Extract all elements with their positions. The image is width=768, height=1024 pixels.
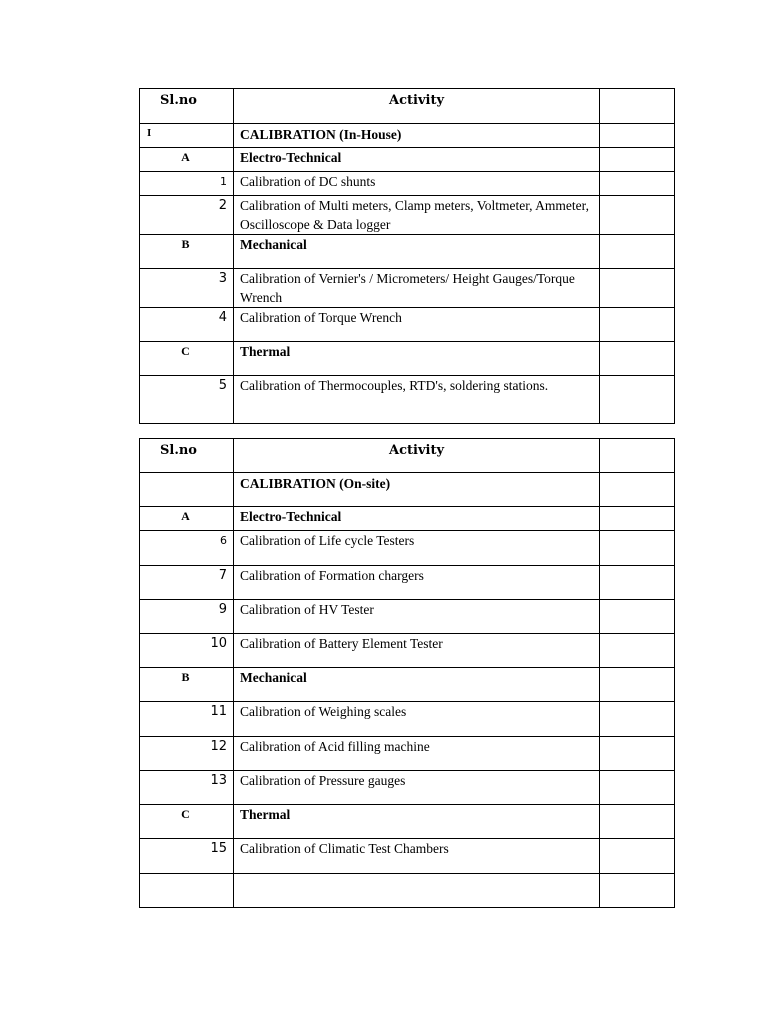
subsection-letter: A bbox=[140, 148, 234, 172]
subsection-row bbox=[140, 342, 675, 376]
empty-cell bbox=[600, 235, 675, 269]
empty-cell bbox=[600, 839, 675, 874]
subsection-row bbox=[140, 668, 675, 702]
table-row bbox=[140, 737, 675, 771]
subsection-letter: A bbox=[140, 507, 234, 531]
slno-header: Sl.no bbox=[140, 89, 234, 124]
row-number: 2 bbox=[140, 196, 234, 235]
table-row bbox=[140, 634, 675, 668]
row-number: 3 bbox=[140, 269, 234, 308]
row-number: 1 bbox=[140, 172, 234, 196]
empty-cell bbox=[600, 124, 675, 148]
empty-cell bbox=[600, 439, 675, 473]
table-row-empty bbox=[140, 874, 675, 908]
section-number-empty bbox=[140, 473, 234, 507]
subsection-row bbox=[140, 507, 675, 531]
empty-cell bbox=[600, 89, 675, 124]
empty-cell bbox=[140, 874, 234, 908]
table-row bbox=[140, 839, 675, 874]
subsection-title: Electro-Technical bbox=[234, 148, 600, 172]
subsection-title: Mechanical bbox=[234, 235, 600, 269]
table-row bbox=[140, 531, 675, 566]
empty-cell bbox=[600, 196, 675, 235]
subsection-row bbox=[140, 235, 675, 269]
subsection-title: Electro-Technical bbox=[234, 507, 600, 531]
section-title: CALIBRATION (In-House) bbox=[234, 124, 600, 148]
row-number: 13 bbox=[140, 771, 234, 805]
table-row bbox=[140, 702, 675, 737]
row-number: 7 bbox=[140, 566, 234, 600]
activity-text: Calibration of Formation chargers bbox=[234, 566, 600, 600]
calibration-in-house-table bbox=[139, 88, 675, 424]
activity-text: Calibration of Weighing scales bbox=[234, 702, 600, 737]
empty-cell bbox=[600, 771, 675, 805]
empty-cell bbox=[600, 634, 675, 668]
table-row bbox=[140, 771, 675, 805]
activity-text: Calibration of Vernier's / Micrometers/ Height Gauges/Torque Wrench bbox=[234, 269, 600, 308]
empty-cell bbox=[600, 342, 675, 376]
empty-cell bbox=[600, 600, 675, 634]
subsection-letter: C bbox=[140, 342, 234, 376]
row-number: 10 bbox=[140, 634, 234, 668]
subsection-title: Mechanical bbox=[234, 668, 600, 702]
section-row bbox=[140, 124, 675, 148]
activity-text: Calibration of Climatic Test Chambers bbox=[234, 839, 600, 874]
row-number: 12 bbox=[140, 737, 234, 771]
table-row bbox=[140, 196, 675, 235]
row-number: 6 bbox=[140, 531, 234, 566]
empty-cell bbox=[234, 874, 600, 908]
empty-cell bbox=[600, 668, 675, 702]
empty-cell bbox=[600, 308, 675, 342]
subsection-letter: B bbox=[140, 668, 234, 702]
subsection-title: Thermal bbox=[234, 805, 600, 839]
empty-cell bbox=[600, 172, 675, 196]
subsection-row bbox=[140, 805, 675, 839]
empty-cell bbox=[600, 874, 675, 908]
section-number: I bbox=[140, 124, 234, 148]
table-row bbox=[140, 376, 675, 424]
slno-header: Sl.no bbox=[140, 439, 234, 473]
activity-text: Calibration of Multi meters, Clamp meters, Voltmeter, Ammeter, Oscilloscope & Data logger bbox=[234, 196, 600, 235]
activity-text: Calibration of Battery Element Tester bbox=[234, 634, 600, 668]
table-row bbox=[140, 600, 675, 634]
empty-cell bbox=[600, 566, 675, 600]
calibration-on-site-table bbox=[139, 438, 675, 908]
row-number: 5 bbox=[140, 376, 234, 424]
subsection-row bbox=[140, 148, 675, 172]
empty-cell bbox=[600, 376, 675, 424]
activity-text: Calibration of HV Tester bbox=[234, 600, 600, 634]
row-number: 4 bbox=[140, 308, 234, 342]
row-number: 11 bbox=[140, 702, 234, 737]
subsection-letter: B bbox=[140, 235, 234, 269]
empty-cell bbox=[600, 473, 675, 507]
table-header-row bbox=[140, 439, 675, 473]
row-number: 9 bbox=[140, 600, 234, 634]
section-row bbox=[140, 473, 675, 507]
table-row bbox=[140, 269, 675, 308]
activity-text: Calibration of Thermocouples, RTD's, soldering stations. bbox=[234, 376, 600, 424]
table-row bbox=[140, 308, 675, 342]
subsection-letter: C bbox=[140, 805, 234, 839]
empty-cell bbox=[600, 507, 675, 531]
empty-cell bbox=[600, 531, 675, 566]
empty-cell bbox=[600, 269, 675, 308]
activity-text: Calibration of Torque Wrench bbox=[234, 308, 600, 342]
empty-cell bbox=[600, 702, 675, 737]
empty-cell bbox=[600, 148, 675, 172]
activity-text: Calibration of DC shunts bbox=[234, 172, 600, 196]
empty-cell bbox=[600, 805, 675, 839]
activity-text: Calibration of Life cycle Testers bbox=[234, 531, 600, 566]
empty-cell bbox=[600, 737, 675, 771]
section-title: CALIBRATION (On-site) bbox=[234, 473, 600, 507]
table-row bbox=[140, 172, 675, 196]
table-header-row bbox=[140, 89, 675, 124]
row-number: 15 bbox=[140, 839, 234, 874]
activity-text: Calibration of Acid filling machine bbox=[234, 737, 600, 771]
activity-text: Calibration of Pressure gauges bbox=[234, 771, 600, 805]
subsection-title: Thermal bbox=[234, 342, 600, 376]
activity-header: Activity bbox=[234, 439, 600, 473]
table-row bbox=[140, 566, 675, 600]
activity-header: Activity bbox=[234, 89, 600, 124]
